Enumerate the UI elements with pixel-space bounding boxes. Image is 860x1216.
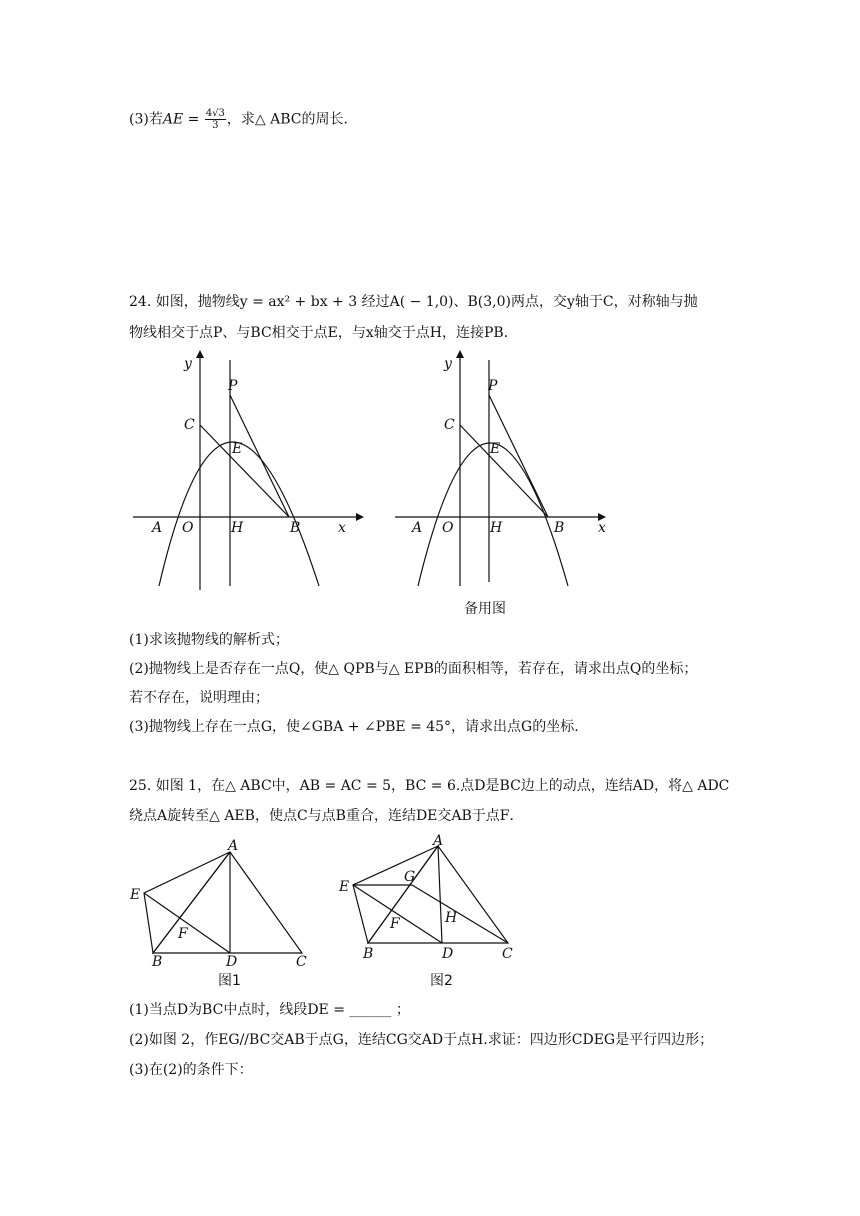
q24-label-B: B — [290, 520, 301, 536]
fig1-label-D: D — [226, 954, 238, 970]
q25-fig2-caption: 图2 — [430, 973, 453, 989]
q25-stem-line1: 25. 如图 1，在△ ABC中，AB = AC = 5，BC = 6.点D是BC边上的动点，连结AD，将△ ADC — [129, 778, 730, 794]
q24-label-H: H — [231, 520, 244, 536]
fig1-label-F: F — [178, 926, 188, 942]
q24b-label-C: C — [444, 417, 455, 433]
q24b-label-H: H — [490, 520, 503, 536]
q23-fraction — [205, 108, 226, 131]
fig1-label-C: C — [296, 954, 307, 970]
q23-part3-suffix: ，求△ ABC的周长． — [226, 111, 358, 128]
q24-label-A: A — [152, 520, 163, 536]
q24-label-C: C — [184, 417, 195, 433]
fig2-label-D: D — [442, 946, 454, 962]
fig1-label-B: B — [152, 954, 163, 970]
q24-y-arrow — [196, 350, 204, 358]
q24b-label-A: A — [412, 520, 423, 536]
q24b-label-B: B — [554, 520, 565, 536]
fig2-label-H: H — [445, 910, 458, 926]
fig2-label-F: F — [390, 916, 400, 932]
fig1-label-A: A — [228, 838, 239, 854]
fig2-label-E: E — [339, 879, 350, 895]
q24-label-E: E — [232, 441, 243, 457]
fig2-label-B: B — [363, 946, 374, 962]
q24-label-x: x — [338, 520, 346, 536]
fig2-label-A: A — [433, 833, 444, 849]
fig1-label-E: E — [130, 887, 141, 903]
q25-fig1-caption: 图1 — [218, 973, 241, 989]
q24-stem-line2: 物线相交于点P、与BC相交于点E，与x轴交于点H，连接PB． — [129, 325, 518, 341]
q24b-segment-CB — [460, 425, 548, 517]
q23-ae-label: AE = — [162, 111, 204, 128]
q23-part3-prefix: (3)若 — [129, 111, 163, 128]
fig2-label-G: G — [404, 869, 416, 885]
q24-figure-backup — [390, 350, 630, 590]
q24-parabola — [159, 442, 319, 586]
q24-part3: (3)抛物线上存在一点G，使∠GBA + ∠PBE = 45°，请求出点G的坐标. — [129, 719, 579, 735]
q23-frac-num: 4√3 — [205, 108, 225, 119]
q25-part3: (3)在(2)的条件下： — [129, 1062, 253, 1078]
q25-stem-line2: 绕点A旋转至△ AEB，使点C与点B重合，连结DE交AB于点F． — [129, 808, 524, 824]
q24-figure-main — [128, 350, 368, 590]
q23-frac-den: 3 — [212, 120, 219, 131]
q25-figure-2 — [332, 833, 532, 983]
fig2-label-C: C — [502, 946, 513, 962]
q24b-label-y: y — [444, 356, 452, 372]
q24-segment-CB — [200, 425, 289, 517]
q25-part1: (1)当点D为BC中点时，线段DE = ______ ； — [129, 1002, 410, 1018]
fig2-segment-GC — [412, 885, 508, 943]
q24b-label-P: P — [488, 378, 498, 394]
q23-part3 — [129, 108, 358, 131]
q24-stem-line1: 24. 如图，抛物线y = ax² + bx + 3 经过A( − 1,0)、B(3,0)两点，交y轴于C，对称轴与抛 — [129, 294, 698, 310]
q24-label-y: y — [184, 356, 192, 372]
q24b-label-E: E — [490, 441, 501, 457]
q24-part2-line2: 若不存在，说明理由； — [129, 690, 269, 706]
q24-x-arrow — [356, 513, 364, 521]
q25-part2: (2)如图 2，作EG//BC交AB于点G，连结CG交AD于点H.求证：四边形CDEG是平行四边形； — [129, 1032, 714, 1048]
fig1-triangle-ABC — [153, 852, 302, 953]
fig1-segment-ED — [144, 893, 230, 953]
q24b-y-arrow — [456, 350, 464, 358]
q24-part1: (1)求该抛物线的解析式； — [129, 632, 289, 648]
fig2-segment-AD — [438, 846, 442, 943]
q24-label-P: P — [228, 378, 238, 394]
q24b-label-x: x — [598, 520, 606, 536]
q24b-label-O: O — [442, 520, 454, 536]
q25-figure-1 — [128, 838, 328, 988]
q24-backup-caption: 备用图 — [464, 601, 506, 617]
q24-part2-line1: (2)抛物线上是否存在一点Q，使△ QPB与△ EPB的面积相等，若存在，请求出点Q的坐标； — [129, 661, 698, 677]
q24-label-O: O — [182, 520, 194, 536]
